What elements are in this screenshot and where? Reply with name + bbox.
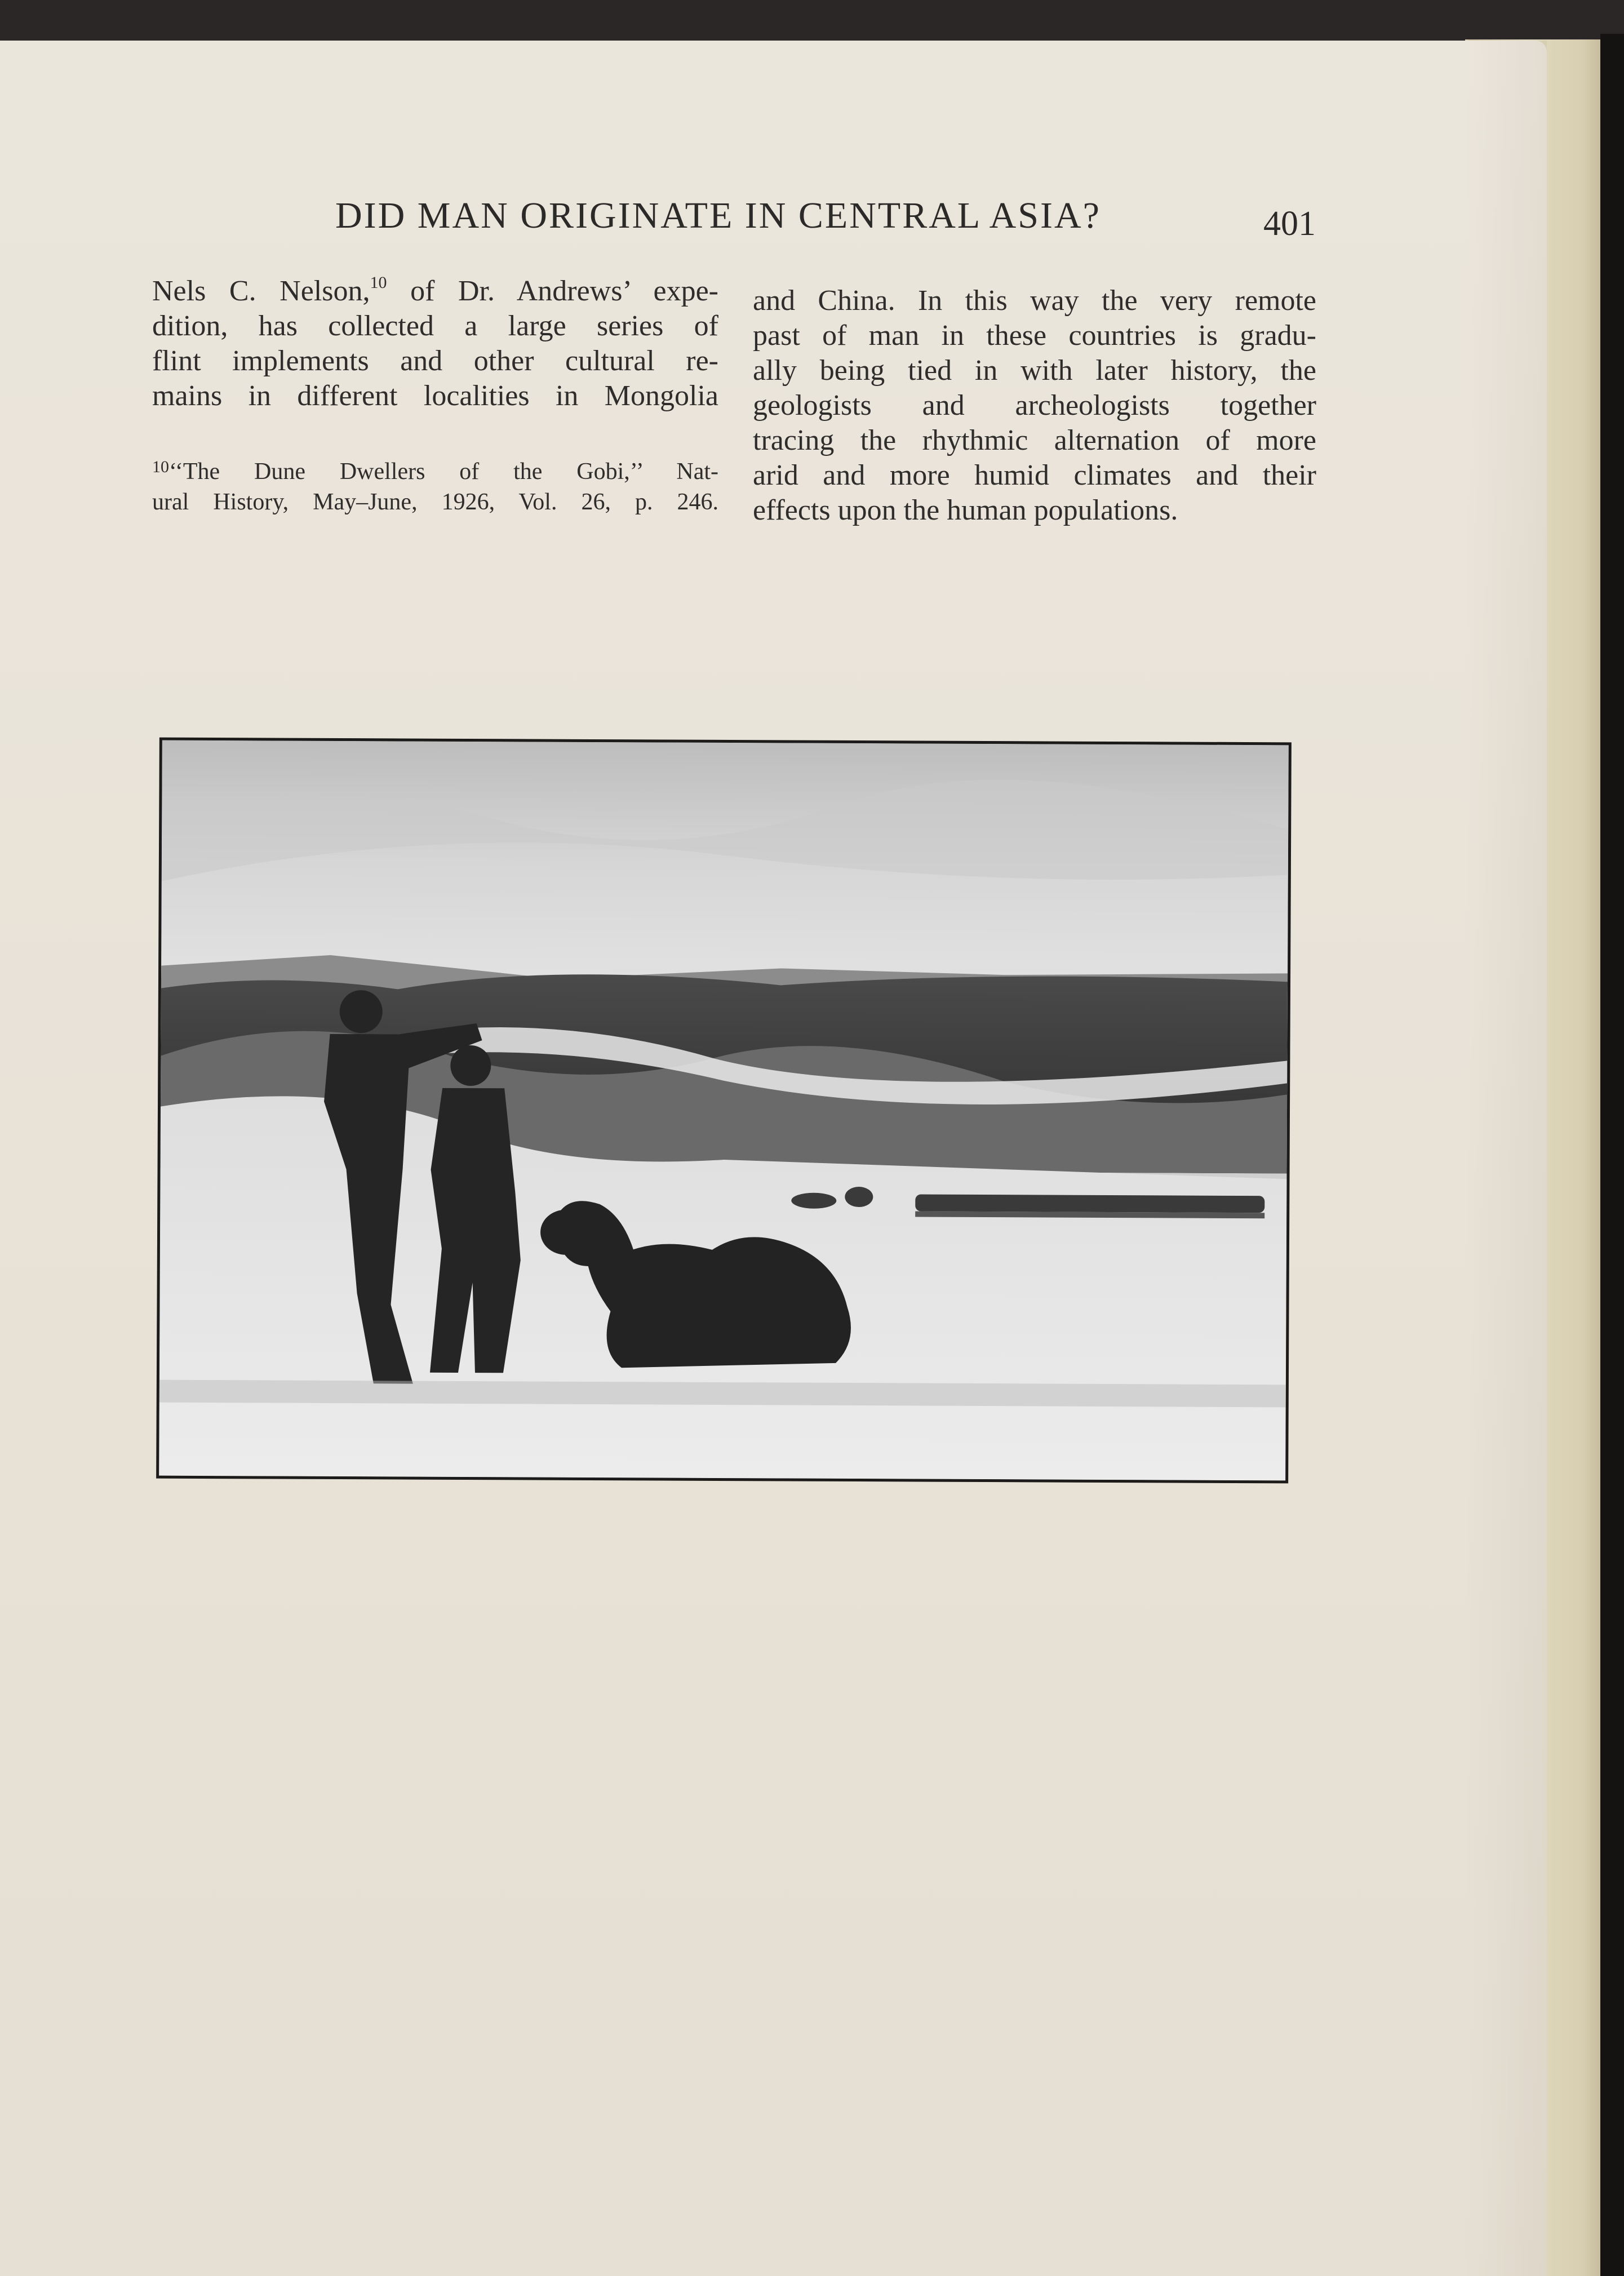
- left-line-3: flint implements and other cultural re-: [152, 345, 718, 377]
- right-line-4: geologists and archeologists together: [753, 389, 1316, 422]
- left-line-4: mains in different localities in Mongolia: [152, 380, 718, 412]
- footnote-number: 10: [152, 458, 169, 476]
- right-line-1: and China. In this way the very remote: [753, 285, 1316, 317]
- desert-photo-icon: [159, 740, 1289, 1481]
- running-head: DID MAN ORIGINATE IN CENTRAL ASIA?: [335, 195, 1101, 236]
- footnote-line-1: [152, 452, 718, 487]
- footnote-line-2: ural History, May–June, 1926, Vol. 26, p. 246.: [152, 489, 718, 515]
- right-line-5: tracing the rhythmic alternation of more: [753, 424, 1316, 456]
- left-column-text: [152, 274, 718, 414]
- right-line-2: past of man in these countries is gradu-: [753, 320, 1316, 352]
- right-line-3: ally being tied in with later history, the: [753, 354, 1316, 387]
- book-edge-shadow: [1600, 34, 1624, 2276]
- footnote: [152, 452, 718, 517]
- left-line-2: dition, has collected a large series of: [152, 310, 718, 342]
- footnote-text-1: ‘‘The Dune Dwellers of the Gobi,’’ Nat-: [169, 459, 718, 485]
- photograph-desert-camel: [156, 738, 1292, 1484]
- right-column-text: [753, 283, 1316, 528]
- left-line-1-post: of Dr. Andrews’ expe-: [387, 275, 718, 307]
- left-line-1: [152, 274, 718, 309]
- right-line-7: effects upon the human populations.: [753, 494, 1178, 526]
- left-line-1-pre: Nels C. Nelson,: [152, 275, 370, 307]
- page-gutter-shade: [1465, 41, 1547, 2276]
- page-number: 401: [1263, 205, 1316, 243]
- right-line-6: arid and more humid climates and their: [753, 459, 1316, 491]
- footnote-ref: 10: [370, 273, 387, 292]
